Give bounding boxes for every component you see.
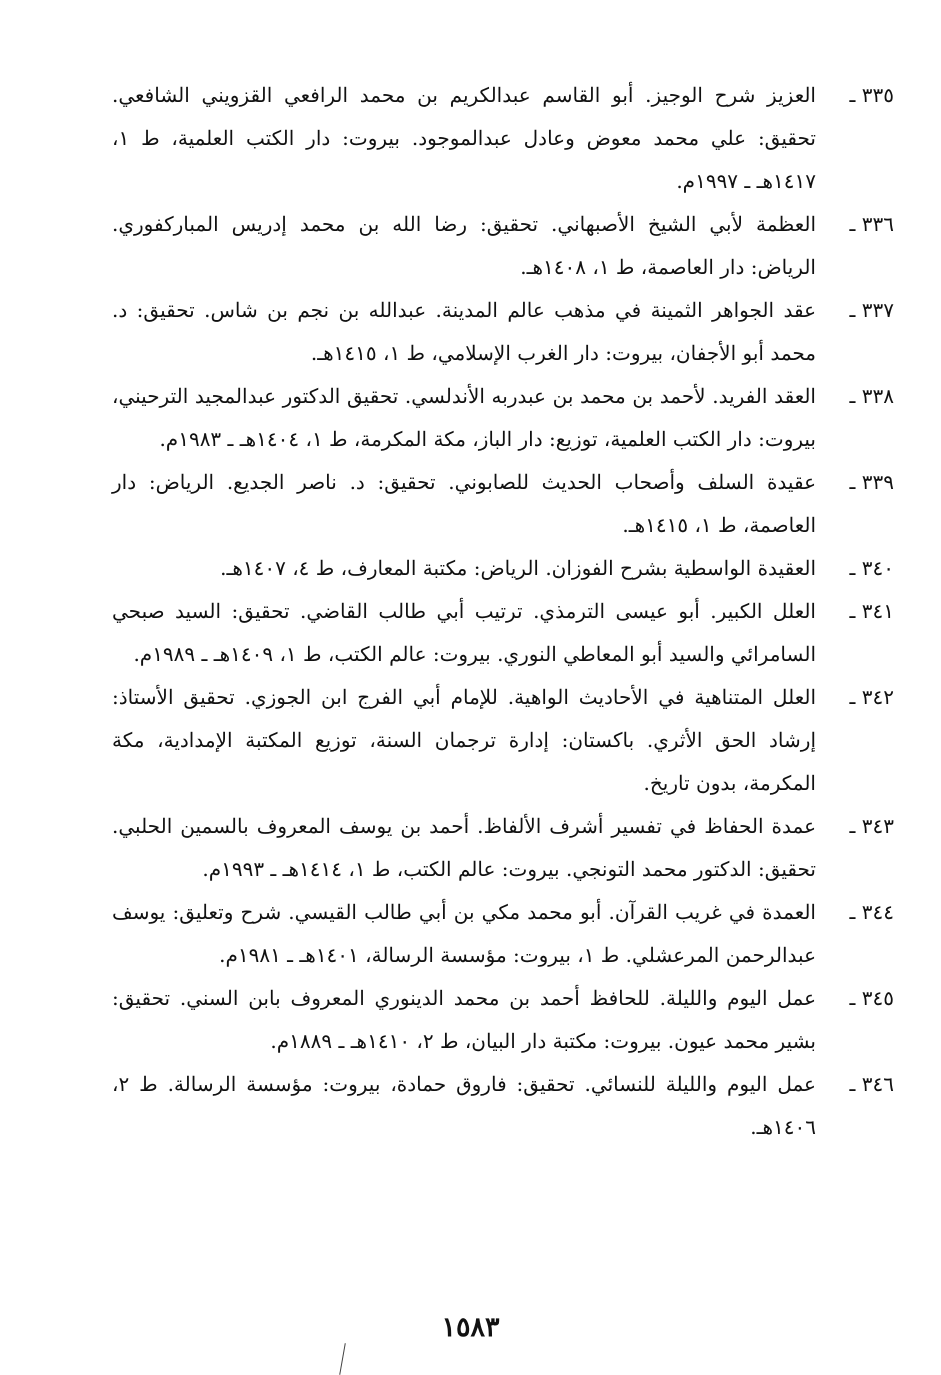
- entry-text: العمدة في غريب القرآن. أبو محمد مكي بن أبي طالب القيسي. شرح وتعليق: يوسف عبدالرحمن المرعشلي. ط ١، بيروت: مؤسسة الرسالة، ١٤٠١هـ ـ ١٩٨١م.: [112, 900, 816, 967]
- bibliography-entry: [112, 461, 894, 547]
- entry-text: العظمة لأبي الشيخ الأصبهاني. تحقيق: رضا الله بن محمد إدريس المباركفوري. الرياض: دار العاصمة، ط ١، ١٤٠٨هـ.: [112, 212, 816, 279]
- entry-number: ٣٣٩ ـ: [849, 470, 894, 494]
- entry-text: العقيدة الواسطية بشرح الفوزان. الرياض: مكتبة المعارف، ط ٤، ١٤٠٧هـ.: [220, 556, 816, 580]
- entry-number: ٣٤٦ ـ: [849, 1072, 894, 1096]
- entry-text: عمل اليوم والليلة. للحافظ أحمد بن محمد الدينوري المعروف بابن السني. تحقيق: بشير محمد عيون. بيروت: مكتبة دار البيان، ط ٢، ١٤١٠هـ ـ ١٨٨٩م.: [112, 986, 817, 1053]
- entry-text: العزيز شرح الوجيز. أبو القاسم عبدالكريم بن محمد الرافعي القزويني الشافعي. تحقيق: علي محمد معوض وعادل عبدالموجود. بيروت: دار الكتب العلمية، ط ١، ١٤١٧هـ ـ ١٩٩٧م.: [112, 83, 816, 193]
- entry-text: العقد الفريد. لأحمد بن محمد بن عبدربه الأندلسي. تحقيق الدكتور عبدالمجيد الترحيني، بيروت: دار الكتب العلمية، توزيع: دار الباز، مكة المكرمة، ط ١، ١٤٠٤هـ ـ ١٩٨٣م.: [112, 384, 816, 451]
- entry-number: ٣٣٨ ـ: [849, 384, 894, 408]
- entry-number: ٣٣٧ ـ: [849, 298, 894, 322]
- entry-number: ٣٤٠ ـ: [849, 556, 894, 580]
- entry-text: عقيدة السلف وأصحاب الحديث للصابوني. تحقيق: د. ناصر الجديع. الرياض: دار العاصمة، ط ١، ١٤١٥هـ.: [112, 470, 816, 537]
- entry-text: عمدة الحفاظ في تفسير أشرف الألفاظ. أحمد بن يوسف المعروف بالسمين الحلبي. تحقيق: الدكتور محمد التونجي. بيروت: عالم الكتب، ط ١، ١٤١٤هـ ـ ١٩٩٣م.: [112, 814, 816, 881]
- bibliography-list: [112, 74, 894, 1149]
- entry-text: العلل الكبير. أبو عيسى الترمذي. ترتيب أبي طالب القاضي. تحقيق: السيد صبحي السامرائي والسيد أبو المعاطي النوري. بيروت: عالم الكتب، ط ١، ١٤٠٩هـ ـ ١٩٨٩م.: [112, 599, 816, 666]
- entry-number: ٣٣٦ ـ: [849, 212, 894, 236]
- entry-number: ٣٤٣ ـ: [849, 814, 894, 838]
- bibliography-entry: [112, 891, 894, 977]
- entry-number: ٣٤١ ـ: [849, 599, 894, 623]
- bibliography-entry: [112, 590, 894, 676]
- bibliography-entry: [112, 1063, 894, 1149]
- bibliography-entry: [112, 74, 894, 203]
- entry-number: ٣٤٢ ـ: [849, 685, 894, 709]
- entry-number: ٣٣٥ ـ: [849, 83, 894, 107]
- entry-text: العلل المتناهية في الأحاديث الواهية. للإمام أبي الفرج ابن الجوزي. تحقيق الأستاذ: إرشاد الحق الأثري. باكستان: إدارة ترجمان السنة، توزيع المكتبة الإمدادية، مكة المكرمة، بدون تاريخ.: [112, 685, 816, 795]
- bibliography-entry: [112, 977, 894, 1063]
- entry-text: عمل اليوم والليلة للنسائي. تحقيق: فاروق حمادة، بيروت: مؤسسة الرسالة. ط ٢، ١٤٠٦هـ.: [112, 1072, 816, 1139]
- entry-number: ٣٤٥ ـ: [849, 986, 894, 1010]
- entry-number: ٣٤٤ ـ: [849, 900, 894, 924]
- scan-mark: [339, 1343, 346, 1375]
- bibliography-entry: [112, 676, 894, 805]
- page-number: ١٥٨٣: [441, 1312, 500, 1343]
- bibliography-entry: [112, 203, 894, 289]
- bibliography-entry: [112, 375, 894, 461]
- bibliography-entry: [112, 805, 894, 891]
- bibliography-entry: [112, 289, 894, 375]
- entry-text: عقد الجواهر الثمينة في مذهب عالم المدينة. عبدالله بن نجم بن شاس. تحقيق: د. محمد أبو الأجفان، بيروت: دار الغرب الإسلامي، ط ١، ١٤١٥هـ.: [112, 298, 816, 365]
- bibliography-entry: [112, 547, 894, 590]
